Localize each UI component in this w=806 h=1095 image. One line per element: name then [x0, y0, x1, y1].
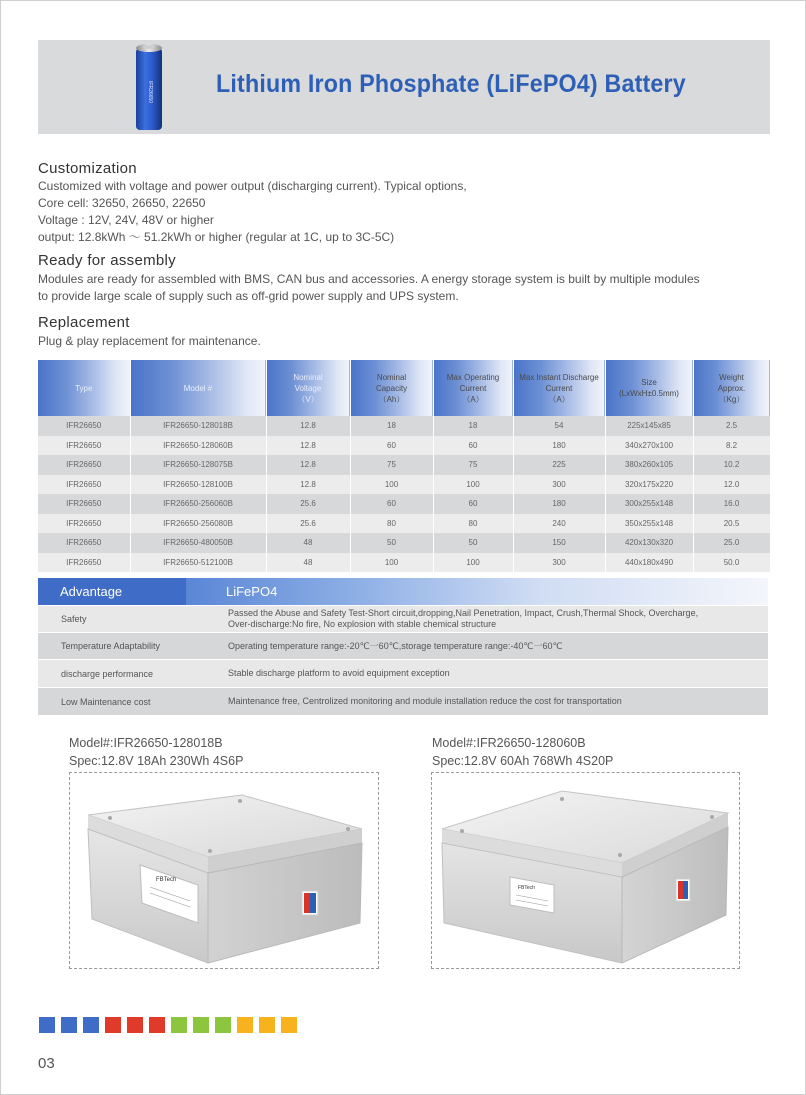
assembly-line: to provide large scale of supply such as off-grid power supply and UPS system.	[38, 289, 459, 303]
table-cell: 80	[350, 514, 433, 534]
table-cell: 225	[513, 455, 605, 475]
table-cell: IFR26650-480050B	[130, 533, 266, 553]
product-1-caption	[69, 734, 243, 770]
table-cell: 8.2	[693, 436, 770, 456]
advantage-value-line: Stable discharge platform to avoid equipment exception	[228, 668, 450, 678]
swatch	[105, 1017, 121, 1033]
table-row	[38, 475, 770, 495]
table-cell: 48	[266, 533, 350, 553]
product-2-model: Model#:IFR26650-128060B	[432, 736, 586, 750]
col-header-weight: Weight Approx. （Kg）	[693, 360, 770, 416]
table-cell: 340x270x100	[605, 436, 693, 456]
header-banner	[38, 40, 770, 134]
advantage-label: Low Maintenance cost	[61, 696, 151, 707]
advantage-value-line: Maintenance free, Centrolized monitoring and module installation reduce the cost for transportation	[228, 696, 622, 706]
table-cell: 180	[513, 494, 605, 514]
table-cell: IFR26650-256060B	[130, 494, 266, 514]
table-cell: 350x255x148	[605, 514, 693, 534]
product-2-photo	[431, 772, 740, 969]
swatch	[215, 1017, 231, 1033]
table-cell: IFR26650-128018B	[130, 416, 266, 436]
table-cell: 380x260x105	[605, 455, 693, 475]
col-header-capacity: Nominal Capacity （Ah）	[350, 360, 433, 416]
table-cell: 60	[350, 436, 433, 456]
table-cell: 18	[350, 416, 433, 436]
table-cell: 12.8	[266, 455, 350, 475]
table-cell: IFR26650-128100B	[130, 475, 266, 495]
table-cell: 80	[433, 514, 513, 534]
advantage-row-maintenance	[38, 687, 768, 715]
replacement-line: Plug & play replacement for maintenance.	[38, 334, 261, 348]
page-title: Lithium Iron Phosphate (LiFePO4) Battery	[216, 70, 686, 98]
table-cell: 150	[513, 533, 605, 553]
box-2-brand-label: FBTech	[518, 885, 535, 891]
table-cell: 12.8	[266, 416, 350, 436]
table-cell: IFR26650	[38, 455, 130, 475]
table-cell: 12.8	[266, 436, 350, 456]
spec-table-header	[38, 360, 770, 416]
advantage-row-temperature	[38, 632, 768, 659]
advantage-value-line: Over-discharge:No fire, No explosion with stable chemical structure	[228, 619, 497, 629]
advantage-value	[228, 633, 768, 659]
col-header-voltage: Nominal Voltage （V）	[266, 360, 350, 416]
table-cell: 10.2	[693, 455, 770, 475]
table-cell: 20.5	[693, 514, 770, 534]
table-cell: IFR26650	[38, 475, 130, 495]
table-cell: IFR26650	[38, 494, 130, 514]
table-cell: 2.5	[693, 416, 770, 436]
table-cell: 180	[513, 436, 605, 456]
table-cell: 100	[433, 475, 513, 495]
assembly-line: Modules are ready for assembled with BMS, CAN bus and accessories. A energy storage system is built by multiple modules	[38, 272, 700, 286]
col-header-discharge-current: Max Instant Discharge Current （A）	[513, 360, 605, 416]
table-cell: IFR26650	[38, 514, 130, 534]
table-row	[38, 494, 770, 514]
table-cell: IFR26650	[38, 416, 130, 436]
box-1-brand-label: FBTech	[156, 877, 177, 883]
swatch	[61, 1017, 77, 1033]
advantage-value	[228, 688, 768, 715]
table-cell: 300	[513, 553, 605, 573]
advantage-header	[38, 578, 768, 605]
table-row	[38, 514, 770, 534]
customization-line: Core cell: 32650, 26650, 22650	[38, 196, 206, 210]
col-header-type: Type	[38, 360, 130, 416]
table-row	[38, 455, 770, 475]
table-cell: 300x255x148	[605, 494, 693, 514]
table-cell: 300	[513, 475, 605, 495]
cell-label: IFR26650	[147, 81, 153, 103]
table-cell: 50	[433, 533, 513, 553]
table-row	[38, 436, 770, 456]
customization-line: output: 12.8kWh ～ 51.2kWh or higher (regular at 1C, up to 3C-5C)	[38, 230, 395, 244]
col-header-model: Model #	[130, 360, 266, 416]
table-cell: 12.0	[693, 475, 770, 495]
swatch	[281, 1017, 297, 1033]
table-cell: 25.6	[266, 514, 350, 534]
swatch	[237, 1017, 253, 1033]
table-cell: IFR26650-512100B	[130, 553, 266, 573]
table-cell: 440x180x490	[605, 553, 693, 573]
table-cell: 60	[350, 494, 433, 514]
table-cell: 75	[433, 455, 513, 475]
battery-cell-icon	[134, 42, 164, 132]
spec-table	[38, 360, 771, 572]
table-cell: 60	[433, 494, 513, 514]
table-cell: 100	[433, 553, 513, 573]
table-cell: IFR26650	[38, 533, 130, 553]
table-cell: 25.0	[693, 533, 770, 553]
replacement-body	[38, 333, 261, 350]
advantage-table	[38, 578, 768, 715]
table-cell: 54	[513, 416, 605, 436]
table-cell: 60	[433, 436, 513, 456]
advantage-value-line: Operating temperature range:-20℃一60℃,storage temperature range:-40℃一60℃	[228, 640, 563, 651]
battery-box-1-image	[70, 773, 378, 968]
col-header-size: Size (LxWxH±0.5mm)	[605, 360, 693, 416]
col-header-operating-current: Max Operating Current （A）	[433, 360, 513, 416]
page-number: 03	[38, 1055, 55, 1072]
table-cell: 225x145x85	[605, 416, 693, 436]
table-cell: 100	[350, 553, 433, 573]
advantage-label: Safety	[61, 614, 87, 624]
advantage-value-line: Passed the Abuse and Safety Test-Short circuit,dropping,Nail Penetration, Impact, Crush,Thermal Shock, Overcharge,	[228, 608, 699, 618]
table-cell: 420x130x320	[605, 533, 693, 553]
table-cell: 50	[350, 533, 433, 553]
table-cell: 12.8	[266, 475, 350, 495]
swatch	[171, 1017, 187, 1033]
table-row	[38, 553, 770, 573]
swatch	[259, 1017, 275, 1033]
table-cell: 320x175x220	[605, 475, 693, 495]
advantage-value	[228, 606, 768, 632]
advantage-row-discharge	[38, 659, 768, 687]
swatch	[39, 1017, 55, 1033]
advantage-label: Temperature Adaptability	[61, 641, 161, 651]
product-1-photo	[69, 772, 379, 969]
table-cell: 100	[350, 475, 433, 495]
table-cell: IFR26650	[38, 553, 130, 573]
table-cell: IFR26650-128060B	[130, 436, 266, 456]
table-cell: 18	[433, 416, 513, 436]
advantage-row-safety	[38, 605, 768, 632]
customization-line: Voltage : 12V, 24V, 48V or higher	[38, 213, 214, 227]
replacement-title: Replacement	[38, 314, 130, 331]
assembly-title: Ready for assembly	[38, 252, 176, 269]
customization-title: Customization	[38, 160, 137, 177]
battery-box-2-image	[432, 773, 739, 968]
table-cell: 50.0	[693, 553, 770, 573]
table-row	[38, 416, 770, 436]
product-2-caption	[432, 734, 613, 770]
product-1-spec: Spec:12.8V 18Ah 230Wh 4S6P	[69, 754, 244, 768]
swatch	[83, 1017, 99, 1033]
product-1-model: Model#:IFR26650-128018B	[69, 736, 223, 750]
advantage-heading: Advantage	[38, 578, 186, 605]
table-cell: 48	[266, 553, 350, 573]
table-row	[38, 533, 770, 553]
table-cell: 16.0	[693, 494, 770, 514]
product-2-spec: Spec:12.8V 60Ah 768Wh 4S20P	[432, 754, 614, 768]
customization-line: Customized with voltage and power output (discharging current). Typical options,	[38, 179, 467, 193]
table-cell: IFR26650-128075B	[130, 455, 266, 475]
table-cell: 25.6	[266, 494, 350, 514]
advantage-label: discharge performance	[61, 668, 154, 679]
customization-body	[38, 178, 467, 246]
table-cell: 240	[513, 514, 605, 534]
assembly-body	[38, 271, 700, 305]
swatch	[193, 1017, 209, 1033]
lifepo4-heading: LiFePO4	[186, 578, 768, 605]
swatch	[127, 1017, 143, 1033]
table-cell: IFR26650-256080B	[130, 514, 266, 534]
color-swatches	[39, 1017, 297, 1033]
advantage-value	[228, 660, 768, 687]
table-cell: 75	[350, 455, 433, 475]
table-cell: IFR26650	[38, 436, 130, 456]
swatch	[149, 1017, 165, 1033]
